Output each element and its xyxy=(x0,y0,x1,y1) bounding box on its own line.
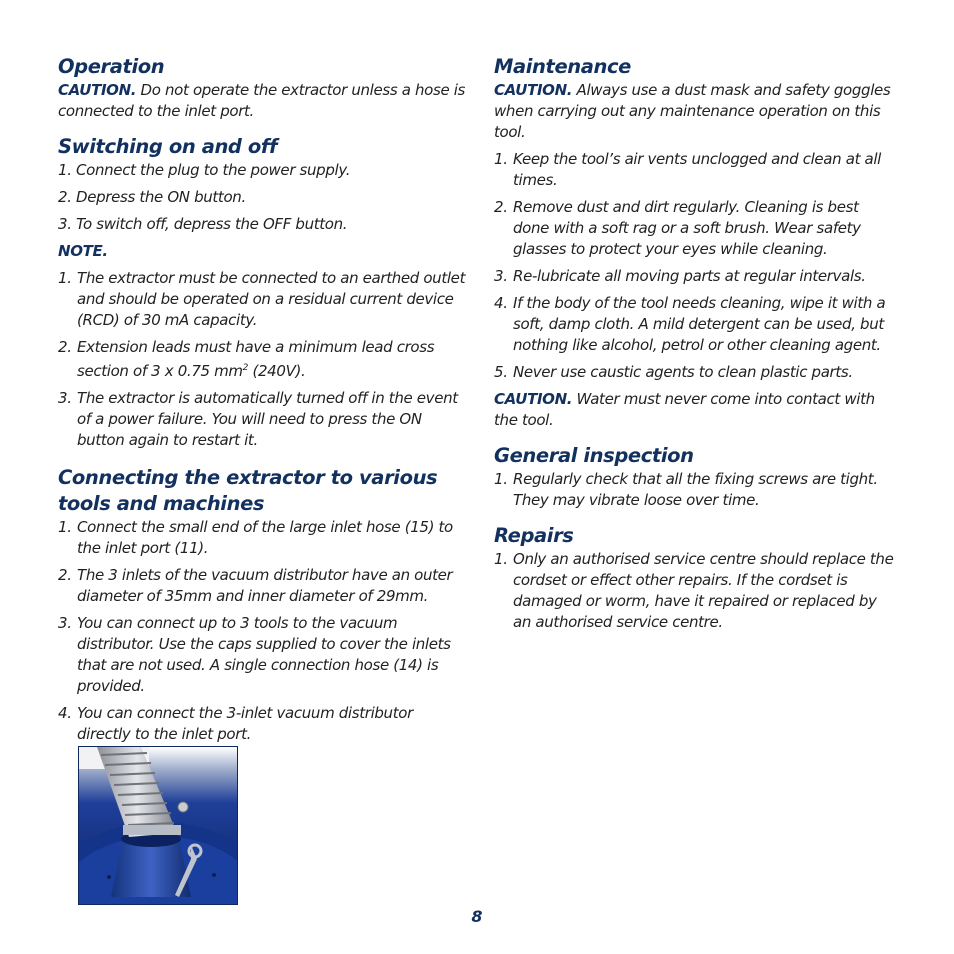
list-item: 3. To switch off, depress the OFF button. xyxy=(58,215,348,233)
list-item: 4. If the body of the tool needs cleaning, wipe it with a soft, damp cloth. A mild detergent can be used, but nothing like alcohol, petrol or other cleaning agent. xyxy=(494,294,886,354)
list-item: 2. The 3 inlets of the vacuum distributor have an outer diameter of 35mm and inner diameter of 29mm. xyxy=(58,566,453,605)
extractor-illustration xyxy=(79,747,238,905)
caution-text: Water must never come into contact with the tool. xyxy=(494,390,875,429)
caution-label: CAUTION. xyxy=(58,81,137,99)
list-item: 5. Never use caustic agents to clean plastic parts. xyxy=(494,363,853,381)
list-item: 2. Depress the ON button. xyxy=(58,188,246,206)
operation-caution xyxy=(58,80,468,122)
list-item: 1. Regularly check that all the fixing screws are tight. They may vibrate loose over time. xyxy=(494,470,878,509)
list-item: 2. Extension leads must have a minimum lead cross section of 3 x 0.75 $mm^2$ (240V). xyxy=(58,338,435,380)
list-item: 1. Keep the tool’s air vents unclogged and clean at all times. xyxy=(494,150,881,189)
caution-label: CAUTION. xyxy=(494,81,573,99)
list-item: 3. The extractor is automatically turned off in the event of a power failure. You will need to press the ON button again to restart it. xyxy=(58,389,458,449)
caution-label: CAUTION. xyxy=(494,390,573,408)
caution-text: Always use a dust mask and safety goggles when carrying out any maintenance operation on this tool. xyxy=(494,81,891,141)
list-item: 1. Only an authorised service centre should replace the cordset or effect other repairs. If the cordset is damaged or worm, have it repaired or replaced by an authorised service centre. xyxy=(494,550,894,631)
list-item: 1. Connect the small end of the large inlet hose (15) to the inlet port (11). xyxy=(58,518,453,557)
right-column xyxy=(494,54,894,633)
repairs-heading: Repairs xyxy=(494,524,574,547)
list-item: 1. Connect the plug to the power supply. xyxy=(58,161,351,179)
list-item: 3. You can connect up to 3 tools to the vacuum distributor. Use the caps supplied to cover the inlets that are not used. A single connection hose (14) is provided. xyxy=(58,614,451,695)
extractor-inlet-photo xyxy=(78,746,238,905)
list-item: 1. The extractor must be connected to an earthed outlet and should be operated on a residual current device (RCD) of 30 mA capacity. xyxy=(58,269,466,329)
maintenance-caution xyxy=(494,80,894,143)
inspection-heading: General inspection xyxy=(494,444,694,467)
maintenance-heading: Maintenance xyxy=(494,55,631,78)
note-label: NOTE. xyxy=(58,242,108,260)
list-item: 3. Re-lubricate all moving parts at regular intervals. xyxy=(494,267,866,285)
list-item: 2. Remove dust and dirt regularly. Cleaning is best done with a soft rag or a soft brush. Wear safety glasses to protect your eyes while cleaning. xyxy=(494,198,861,258)
caution-text: Do not operate the extractor unless a hose is connected to the inlet port. xyxy=(58,81,466,120)
left-column xyxy=(58,54,468,745)
list-item: 4. You can connect the 3-inlet vacuum distributor directly to the inlet port. xyxy=(58,704,413,743)
connecting-heading: Connecting the extractor to various tools and machines xyxy=(58,466,438,515)
page-number: 8 xyxy=(471,907,483,926)
switching-heading: Switching on and off xyxy=(58,135,278,158)
maintenance-caution-water xyxy=(494,389,894,431)
operation-heading: Operation xyxy=(58,55,165,78)
